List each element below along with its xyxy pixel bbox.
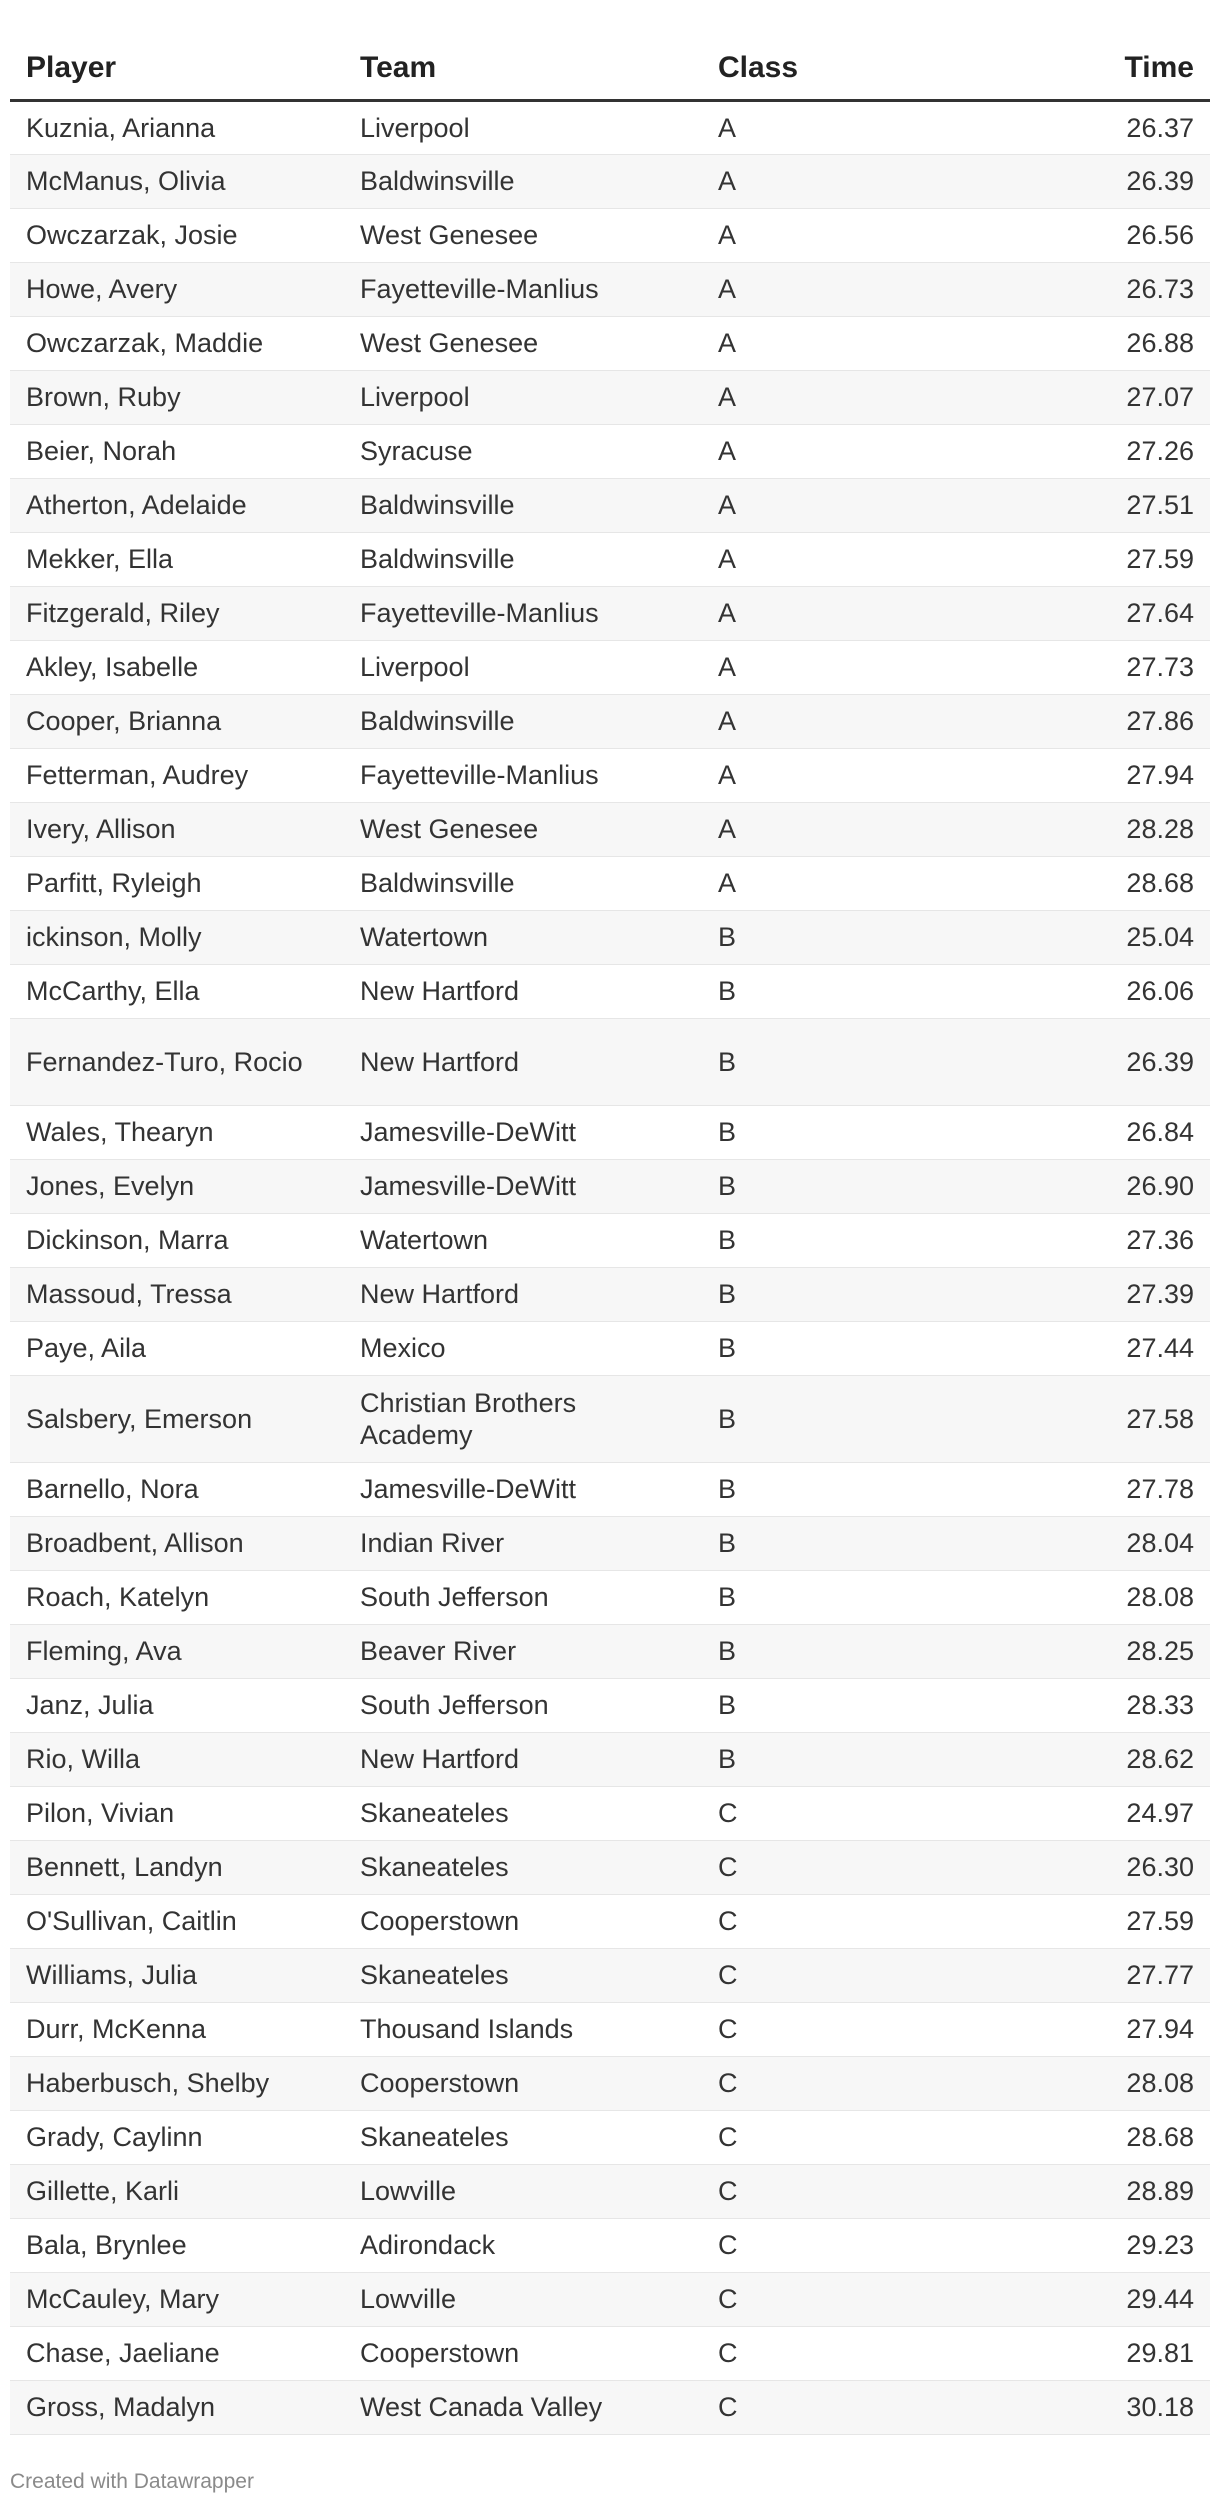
team-cell: Liverpool [344, 640, 702, 694]
player-cell: Fitzgerald, Riley [10, 586, 344, 640]
time-cell: 27.36 [1002, 1213, 1210, 1267]
player-cell: Fetterman, Audrey [10, 748, 344, 802]
player-cell: Williams, Julia [10, 1948, 344, 2002]
player-cell: Beier, Norah [10, 424, 344, 478]
player-cell: ickinson, Molly [10, 910, 344, 964]
class-cell: A [702, 532, 1002, 586]
time-cell: 26.37 [1002, 100, 1210, 154]
time-cell: 28.33 [1002, 1678, 1210, 1732]
team-cell: Liverpool [344, 100, 702, 154]
table-row [10, 748, 1210, 802]
table-row [10, 1894, 1210, 1948]
player-cell: Jones, Evelyn [10, 1159, 344, 1213]
class-cell: C [702, 2218, 1002, 2272]
player-cell: Durr, McKenna [10, 2002, 344, 2056]
class-cell: B [702, 910, 1002, 964]
class-cell: C [702, 2110, 1002, 2164]
time-cell: 27.51 [1002, 478, 1210, 532]
table-row [10, 2002, 1210, 2056]
time-cell: 28.68 [1002, 856, 1210, 910]
time-cell: 29.81 [1002, 2326, 1210, 2380]
time-cell: 26.30 [1002, 1840, 1210, 1894]
time-cell: 27.78 [1002, 1462, 1210, 1516]
class-cell: B [702, 1267, 1002, 1321]
player-cell: Parfitt, Ryleigh [10, 856, 344, 910]
team-cell: Cooperstown [344, 2056, 702, 2110]
player-cell: Atherton, Adelaide [10, 478, 344, 532]
time-cell: 27.26 [1002, 424, 1210, 478]
team-cell: Fayetteville-Manlius [344, 586, 702, 640]
table-row [10, 856, 1210, 910]
player-cell: Wales, Thearyn [10, 1105, 344, 1159]
player-cell: Bala, Brynlee [10, 2218, 344, 2272]
player-cell: Barnello, Nora [10, 1462, 344, 1516]
table-row [10, 2272, 1210, 2326]
class-cell: B [702, 1105, 1002, 1159]
time-cell: 28.04 [1002, 1516, 1210, 1570]
table-row [10, 2218, 1210, 2272]
class-cell: A [702, 370, 1002, 424]
team-cell: Indian River [344, 1516, 702, 1570]
table-row [10, 694, 1210, 748]
team-cell: Watertown [344, 1213, 702, 1267]
time-cell: 26.84 [1002, 1105, 1210, 1159]
team-cell: Baldwinsville [344, 856, 702, 910]
table-row [10, 802, 1210, 856]
table-row [10, 100, 1210, 154]
time-cell: 27.39 [1002, 1267, 1210, 1321]
player-cell: Chase, Jaeliane [10, 2326, 344, 2380]
table-row [10, 586, 1210, 640]
table-row [10, 1267, 1210, 1321]
team-cell: Watertown [344, 910, 702, 964]
class-cell: C [702, 2272, 1002, 2326]
team-cell: Jamesville-DeWitt [344, 1462, 702, 1516]
time-cell: 27.77 [1002, 1948, 1210, 2002]
time-cell: 27.58 [1002, 1375, 1210, 1462]
table-row [10, 424, 1210, 478]
player-cell: Mekker, Ella [10, 532, 344, 586]
class-cell: B [702, 1732, 1002, 1786]
table-row [10, 640, 1210, 694]
header-class[interactable]: Class [702, 0, 1002, 100]
class-cell: A [702, 856, 1002, 910]
table-row [10, 1786, 1210, 1840]
class-cell: A [702, 154, 1002, 208]
class-cell: A [702, 694, 1002, 748]
table-row [10, 154, 1210, 208]
team-cell: Baldwinsville [344, 478, 702, 532]
player-cell: Fleming, Ava [10, 1624, 344, 1678]
player-cell: Owczarzak, Josie [10, 208, 344, 262]
class-cell: B [702, 1624, 1002, 1678]
team-cell: Jamesville-DeWitt [344, 1159, 702, 1213]
player-cell: Akley, Isabelle [10, 640, 344, 694]
class-cell: A [702, 640, 1002, 694]
class-cell: B [702, 1678, 1002, 1732]
table-row [10, 1105, 1210, 1159]
table-body [10, 100, 1210, 2434]
team-cell: West Genesee [344, 802, 702, 856]
player-cell: Kuznia, Arianna [10, 100, 344, 154]
header-time[interactable]: Time [1002, 0, 1210, 100]
player-cell: Salsbery, Emerson [10, 1375, 344, 1462]
table-row [10, 532, 1210, 586]
class-cell: C [702, 1948, 1002, 2002]
player-cell: Rio, Willa [10, 1732, 344, 1786]
table-row [10, 478, 1210, 532]
team-cell: Skaneateles [344, 1786, 702, 1840]
player-cell: Howe, Avery [10, 262, 344, 316]
datawrapper-credit: Created with Datawrapper [10, 2470, 254, 2493]
team-cell: Baldwinsville [344, 532, 702, 586]
table-row [10, 1570, 1210, 1624]
class-cell: A [702, 424, 1002, 478]
class-cell: B [702, 1516, 1002, 1570]
time-cell: 29.23 [1002, 2218, 1210, 2272]
player-cell: McCauley, Mary [10, 2272, 344, 2326]
class-cell: B [702, 1375, 1002, 1462]
table-row [10, 910, 1210, 964]
time-cell: 28.68 [1002, 2110, 1210, 2164]
table-row [10, 1732, 1210, 1786]
table-row [10, 2110, 1210, 2164]
player-cell: Paye, Aila [10, 1321, 344, 1375]
player-cell: Fernandez-Turo, Rocio [10, 1018, 344, 1105]
table-row [10, 1018, 1210, 1105]
player-cell: Gillette, Karli [10, 2164, 344, 2218]
table-row [10, 2380, 1210, 2434]
time-cell: 26.06 [1002, 964, 1210, 1018]
class-cell: B [702, 1018, 1002, 1105]
team-cell: Beaver River [344, 1624, 702, 1678]
team-cell: New Hartford [344, 1267, 702, 1321]
player-cell: Dickinson, Marra [10, 1213, 344, 1267]
class-cell: C [702, 2380, 1002, 2434]
time-cell: 29.44 [1002, 2272, 1210, 2326]
time-cell: 25.04 [1002, 910, 1210, 964]
team-cell: Adirondack [344, 2218, 702, 2272]
team-cell: Jamesville-DeWitt [344, 1105, 702, 1159]
class-cell: A [702, 478, 1002, 532]
table-row [10, 1321, 1210, 1375]
table-row [10, 2164, 1210, 2218]
class-cell: A [702, 262, 1002, 316]
team-cell: South Jefferson [344, 1570, 702, 1624]
class-cell: C [702, 1786, 1002, 1840]
class-cell: B [702, 1213, 1002, 1267]
team-cell: Cooperstown [344, 1894, 702, 1948]
team-cell: Baldwinsville [344, 694, 702, 748]
time-cell: 26.56 [1002, 208, 1210, 262]
time-cell: 28.89 [1002, 2164, 1210, 2218]
team-cell: Skaneateles [344, 1948, 702, 2002]
class-cell: A [702, 316, 1002, 370]
team-cell: Cooperstown [344, 2326, 702, 2380]
team-cell: New Hartford [344, 964, 702, 1018]
class-cell: B [702, 1570, 1002, 1624]
time-cell: 28.08 [1002, 2056, 1210, 2110]
class-cell: C [702, 2326, 1002, 2380]
time-cell: 26.90 [1002, 1159, 1210, 1213]
team-cell: Lowville [344, 2272, 702, 2326]
team-cell: West Genesee [344, 316, 702, 370]
player-cell: Haberbusch, Shelby [10, 2056, 344, 2110]
player-cell: Janz, Julia [10, 1678, 344, 1732]
team-cell: Christian Brothers Academy [344, 1375, 702, 1462]
table-row [10, 964, 1210, 1018]
team-cell: Fayetteville-Manlius [344, 748, 702, 802]
player-cell: Owczarzak, Maddie [10, 316, 344, 370]
class-cell: A [702, 586, 1002, 640]
team-cell: Baldwinsville [344, 154, 702, 208]
player-cell: Bennett, Landyn [10, 1840, 344, 1894]
time-cell: 26.88 [1002, 316, 1210, 370]
player-cell: McCarthy, Ella [10, 964, 344, 1018]
team-cell: New Hartford [344, 1732, 702, 1786]
time-cell: 26.73 [1002, 262, 1210, 316]
class-cell: A [702, 208, 1002, 262]
time-cell: 27.64 [1002, 586, 1210, 640]
table-row [10, 2326, 1210, 2380]
time-cell: 28.25 [1002, 1624, 1210, 1678]
results-table [10, 0, 1210, 2435]
table-row [10, 1159, 1210, 1213]
time-cell: 24.97 [1002, 1786, 1210, 1840]
player-cell: McManus, Olivia [10, 154, 344, 208]
team-cell: Skaneateles [344, 2110, 702, 2164]
player-cell: Massoud, Tressa [10, 1267, 344, 1321]
table-row [10, 316, 1210, 370]
class-cell: C [702, 2164, 1002, 2218]
team-cell: Mexico [344, 1321, 702, 1375]
team-cell: South Jefferson [344, 1678, 702, 1732]
header-team[interactable]: Team [344, 0, 702, 100]
table-row [10, 1840, 1210, 1894]
table-row [10, 1375, 1210, 1462]
team-cell: Syracuse [344, 424, 702, 478]
player-cell: Cooper, Brianna [10, 694, 344, 748]
player-cell: Gross, Madalyn [10, 2380, 344, 2434]
team-cell: New Hartford [344, 1018, 702, 1105]
class-cell: A [702, 100, 1002, 154]
player-cell: Brown, Ruby [10, 370, 344, 424]
class-cell: B [702, 1159, 1002, 1213]
table-row [10, 1678, 1210, 1732]
class-cell: B [702, 1321, 1002, 1375]
class-cell: B [702, 1462, 1002, 1516]
header-player[interactable]: Player [10, 0, 344, 100]
class-cell: C [702, 1894, 1002, 1948]
team-cell: Fayetteville-Manlius [344, 262, 702, 316]
team-cell: Liverpool [344, 370, 702, 424]
class-cell: C [702, 2002, 1002, 2056]
time-cell: 30.18 [1002, 2380, 1210, 2434]
table-row [10, 1213, 1210, 1267]
time-cell: 27.86 [1002, 694, 1210, 748]
time-cell: 27.59 [1002, 532, 1210, 586]
class-cell: A [702, 802, 1002, 856]
player-cell: Pilon, Vivian [10, 1786, 344, 1840]
player-cell: Broadbent, Allison [10, 1516, 344, 1570]
time-cell: 26.39 [1002, 154, 1210, 208]
table-row [10, 1516, 1210, 1570]
table-row [10, 1948, 1210, 2002]
table-row [10, 208, 1210, 262]
class-cell: C [702, 1840, 1002, 1894]
class-cell: C [702, 2056, 1002, 2110]
table-header [10, 0, 1210, 100]
player-cell: Grady, Caylinn [10, 2110, 344, 2164]
table-row [10, 1624, 1210, 1678]
team-cell: West Genesee [344, 208, 702, 262]
time-cell: 27.94 [1002, 2002, 1210, 2056]
player-cell: O'Sullivan, Caitlin [10, 1894, 344, 1948]
team-cell: West Canada Valley [344, 2380, 702, 2434]
time-cell: 27.59 [1002, 1894, 1210, 1948]
team-cell: Skaneateles [344, 1840, 702, 1894]
table-row [10, 2056, 1210, 2110]
player-cell: Roach, Katelyn [10, 1570, 344, 1624]
team-cell: Thousand Islands [344, 2002, 702, 2056]
time-cell: 27.73 [1002, 640, 1210, 694]
table-row [10, 1462, 1210, 1516]
table-row [10, 370, 1210, 424]
team-cell: Lowville [344, 2164, 702, 2218]
time-cell: 27.94 [1002, 748, 1210, 802]
time-cell: 26.39 [1002, 1018, 1210, 1105]
class-cell: B [702, 964, 1002, 1018]
time-cell: 28.62 [1002, 1732, 1210, 1786]
class-cell: A [702, 748, 1002, 802]
time-cell: 28.08 [1002, 1570, 1210, 1624]
time-cell: 28.28 [1002, 802, 1210, 856]
table-row [10, 262, 1210, 316]
time-cell: 27.07 [1002, 370, 1210, 424]
time-cell: 27.44 [1002, 1321, 1210, 1375]
player-cell: Ivery, Allison [10, 802, 344, 856]
header-row [10, 0, 1210, 100]
